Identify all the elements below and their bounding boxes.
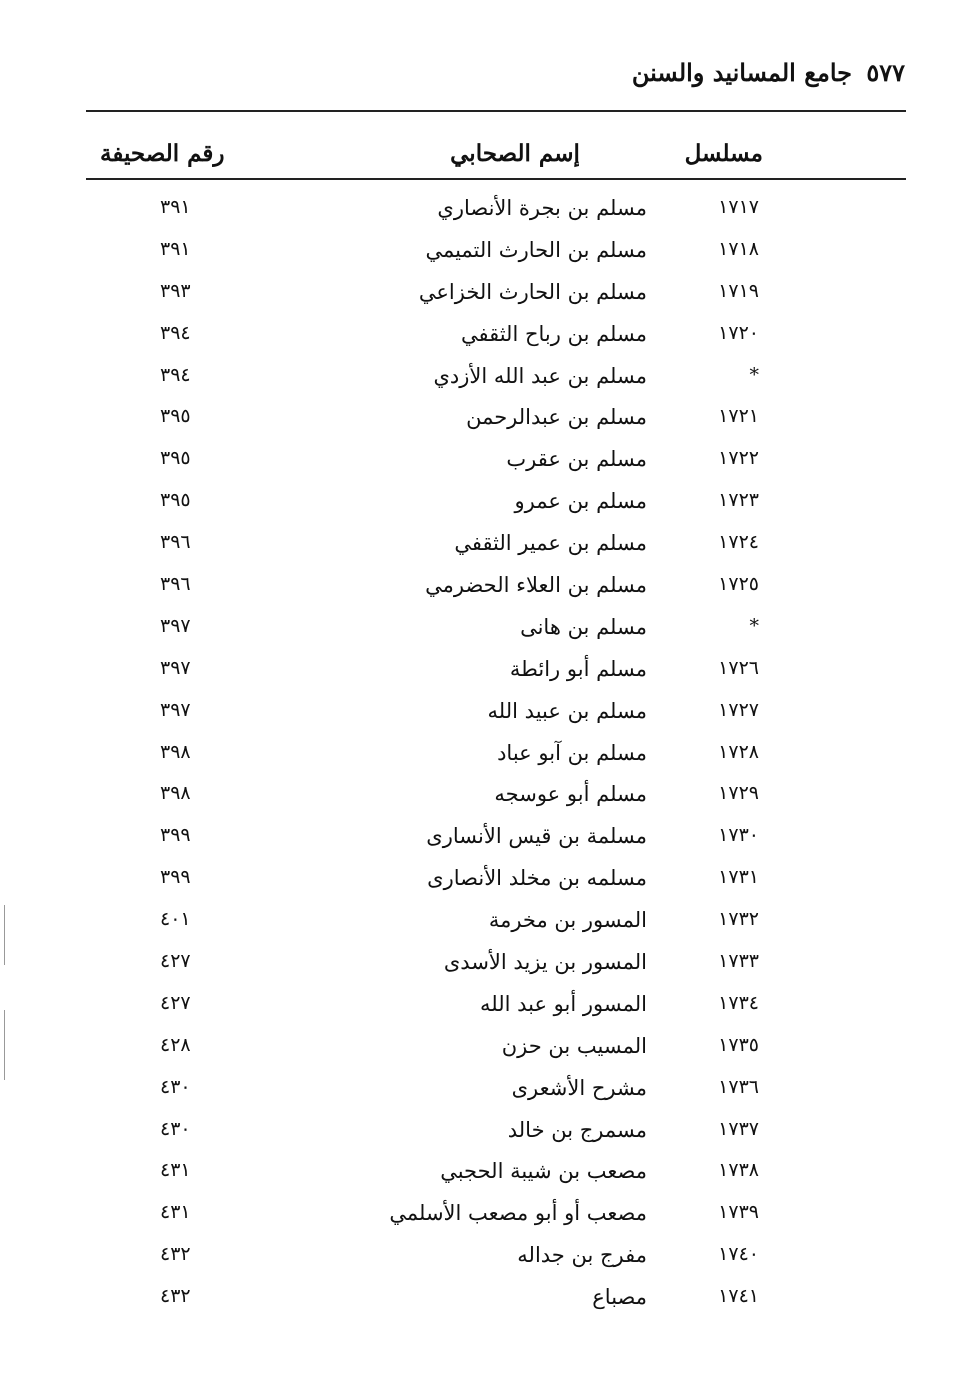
page-number-cell: ٤٢٨	[160, 1033, 191, 1056]
serial-cell: ١٧٣٦	[718, 1075, 759, 1098]
table-row	[0, 399, 975, 441]
page-number-cell: ٤٣٠	[160, 1117, 191, 1140]
serial-cell: ١٧٢٢	[718, 447, 759, 470]
serial-cell: ١٧٢٩	[718, 782, 759, 805]
serial-cell: ١٧٣٧	[718, 1117, 759, 1140]
serial-cell: ١٧٢٣	[718, 489, 759, 512]
table-row	[0, 567, 975, 609]
companion-name-cell: مسلم بن آبو عباد	[497, 740, 647, 765]
serial-cell: ١٧٢٦	[718, 656, 759, 679]
page-number-cell: ٣٩٦	[160, 531, 191, 554]
companion-name-cell: مسلم بن عبيد الله	[487, 698, 647, 723]
serial-cell: ١٧٢٧	[718, 698, 759, 721]
serial-cell: ١٧٤٠	[718, 1243, 759, 1266]
table-row	[0, 651, 975, 693]
page-number-cell: ٣٩١	[160, 237, 191, 260]
serial-cell: ١٧٣٠	[718, 824, 759, 847]
companion-name-cell: مصعب أو أبو مصعب الأسلمي	[389, 1201, 647, 1226]
companion-name-cell: المسور بن يزيد الأسدى	[443, 950, 647, 975]
serial-cell: ١٧٣٥	[718, 1033, 759, 1056]
table-row	[0, 232, 975, 274]
companion-name-cell: مسلم بن عمير الثقفي	[454, 531, 647, 556]
page-number-cell: ٤٢٧	[160, 991, 191, 1014]
companion-name-cell: مفرج بن جداله	[517, 1243, 647, 1268]
page-number-cell: ٣٩٤	[160, 363, 191, 386]
companion-name-cell: مسلم أبو عوسجه	[494, 782, 647, 807]
companion-name-cell: مسلم بن عبدالرحمن	[466, 405, 647, 430]
companion-name-cell: مسلم بن الحارث التميمي	[425, 237, 647, 262]
companion-name-cell: المسيب بن حزن	[501, 1033, 647, 1058]
serial-cell: ١٧٣٣	[718, 950, 759, 973]
page-number-cell: ٣٩٧	[160, 614, 191, 637]
table-row	[0, 944, 975, 986]
serial-cell: ١٧٣٩	[718, 1201, 759, 1224]
companion-name-cell: مصعب بن شيبة الحجبي	[440, 1159, 647, 1184]
serial-cell: *	[749, 614, 759, 637]
table-row	[0, 1153, 975, 1195]
page-number-cell: ٣٩٧	[160, 656, 191, 679]
table-row	[0, 1112, 975, 1154]
companion-name-cell: مسلم بن عبد الله الأزدي	[433, 363, 647, 388]
page-number-cell: ٣٩١	[160, 196, 191, 218]
page-number-cell: ٣٩٣	[160, 279, 191, 302]
table-row	[0, 316, 975, 358]
page-number-cell: ٣٩٤	[160, 321, 191, 344]
table-row	[0, 902, 975, 944]
page-number-cell: ٣٩٥	[160, 405, 191, 428]
column-header-serial: مسلسل	[684, 140, 763, 167]
table-row	[0, 609, 975, 651]
page-number-cell: ٣٩٨	[160, 740, 191, 763]
companion-name-cell: مسلم بن عقرب	[506, 447, 647, 472]
header-rule	[86, 110, 906, 112]
serial-cell: ١٧٣٨	[718, 1159, 759, 1182]
companion-name-cell: مسلم بن هانى	[520, 614, 647, 639]
companion-name-cell: مسلم بن بجرة الأنصاري	[437, 196, 647, 220]
serial-cell: ١٧٢٠	[718, 321, 759, 344]
table-row	[0, 274, 975, 316]
page-number-cell: ٣٩٨	[160, 782, 191, 805]
table-row	[0, 1195, 975, 1237]
column-header-page-number: رقم الصحيفة	[100, 140, 225, 167]
table-row	[0, 776, 975, 818]
serial-cell: ١٧٣١	[718, 866, 759, 889]
page-number-cell: ٤٣١	[160, 1159, 191, 1182]
column-header-rule	[86, 178, 906, 180]
page-number-cell: ٣٩٩	[160, 824, 191, 847]
page-number-cell: ٣٩٩	[160, 866, 191, 889]
companion-name-cell: المسور أبو عبد الله	[480, 991, 647, 1016]
table-row	[0, 1279, 975, 1321]
table-row	[0, 818, 975, 860]
index-table-body	[0, 190, 975, 1321]
table-row	[0, 358, 975, 400]
serial-cell: ١٧٢٥	[718, 573, 759, 596]
page-number-cell: ٤٣٢	[160, 1285, 191, 1308]
column-header-companion-name: إسم الصحابي	[450, 140, 580, 167]
serial-cell: ١٧١٧	[718, 196, 759, 218]
page-number-cell: ٣٩٥	[160, 447, 191, 470]
serial-cell: ١٧٢١	[718, 405, 759, 428]
companion-name-cell: مسمرج بن خالد	[507, 1117, 647, 1142]
serial-cell: ١٧٤١	[718, 1285, 759, 1308]
table-row	[0, 1237, 975, 1279]
serial-cell: ١٧١٩	[718, 279, 759, 302]
companion-name-cell: مسلم أبو رائطة	[509, 656, 647, 681]
page-number-cell: ٤٢٧	[160, 950, 191, 973]
serial-cell: ١٧٢٨	[718, 740, 759, 763]
page-number: ٥٧٧	[866, 58, 905, 87]
page-number-cell: ٤٣٢	[160, 1243, 191, 1266]
page-number-cell: ٣٩٥	[160, 489, 191, 512]
table-row	[0, 693, 975, 735]
companion-name-cell: مسلمة بن قيس الأنسارى	[426, 824, 647, 849]
table-row	[0, 483, 975, 525]
companion-name-cell: مشرح الأشعرى	[511, 1075, 647, 1100]
companion-name-cell: مسلم بن رباح الثقفي	[460, 321, 647, 346]
serial-cell: ١٧٢٤	[718, 531, 759, 554]
page-number-cell: ٤٣٠	[160, 1075, 191, 1098]
scan-margin-mark	[4, 905, 5, 965]
table-row	[0, 986, 975, 1028]
running-header	[632, 58, 905, 87]
table-row	[0, 735, 975, 777]
table-row	[0, 1070, 975, 1112]
book-title: جامع المسانيد والسنن	[631, 58, 852, 87]
serial-cell: ١٧٣٢	[718, 908, 759, 931]
table-row	[0, 525, 975, 567]
companion-name-cell: مصباع	[592, 1285, 647, 1310]
page-number-cell: ٤٣١	[160, 1201, 191, 1224]
table-row	[0, 190, 975, 232]
scan-margin-mark	[4, 1010, 5, 1080]
page-number-cell: ٣٩٦	[160, 573, 191, 596]
companion-name-cell: مسلمه بن مخلد الأنصارى	[427, 866, 647, 891]
table-row	[0, 1028, 975, 1070]
table-row	[0, 860, 975, 902]
companion-name-cell: مسلم بن عمرو	[514, 489, 647, 514]
table-row	[0, 441, 975, 483]
serial-cell: *	[749, 363, 759, 386]
companion-name-cell: المسور بن مخرمة	[488, 908, 647, 933]
page-number-cell: ٣٩٧	[160, 698, 191, 721]
page-number-cell: ٤٠١	[160, 908, 191, 931]
companion-name-cell: مسلم بن الحارث الخزاعي	[418, 279, 647, 304]
companion-name-cell: مسلم بن العلاء الحضرمي	[425, 573, 647, 598]
serial-cell: ١٧٣٤	[718, 991, 759, 1014]
serial-cell: ١٧١٨	[718, 237, 759, 260]
